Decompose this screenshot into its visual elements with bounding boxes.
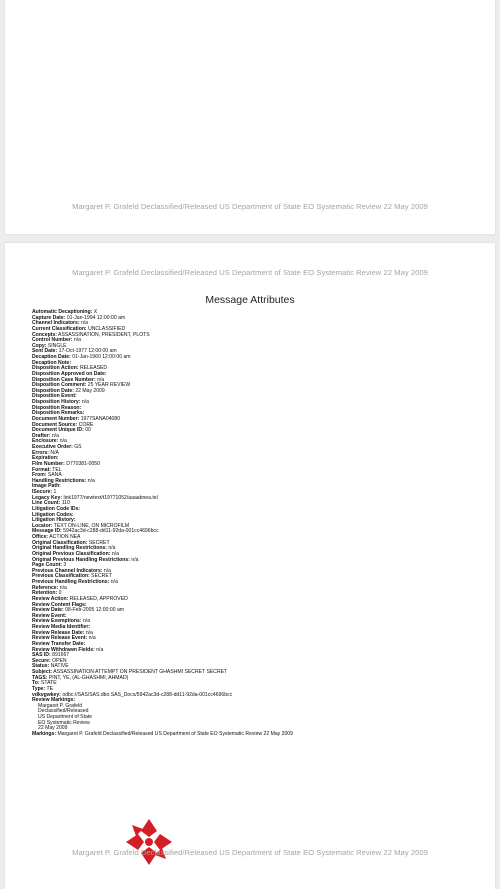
attribute-value: ACTION NEA [49, 534, 81, 540]
attribute-value: 891667 [52, 652, 70, 659]
attribute-value: n/a [51, 432, 59, 439]
attribute-label: Document Number: [32, 415, 80, 422]
attribute-label: Decaption Date: [32, 354, 71, 360]
attribute-label: Format: [32, 466, 51, 473]
attribute-value: TEL [52, 466, 62, 473]
declassification-stamp-header: Margaret P. Grafeld Declassified/Released US Department of State EO Systematic Review 22 May 2009 [72, 268, 428, 277]
state-department-seal-icon [123, 816, 175, 868]
attribute-label: Errors: [32, 449, 49, 456]
attribute-label: Locator: [32, 522, 53, 529]
attribute-label: Review Transfer Date: [32, 640, 86, 647]
attribute-value: ASSASSINATION, PRESIDENT, PLOTS [58, 331, 150, 338]
attribute-label: Secure: [32, 657, 51, 664]
markings-label: Markings: [32, 730, 57, 737]
attribute-label: Review Release Date: [32, 629, 85, 636]
attribute-value: n/a [80, 320, 89, 327]
attribute-value: 08-Feb-2005 12:00:00 am [65, 607, 125, 614]
attribute-value: TE [46, 685, 54, 692]
attribute-label: Channel Indicators: [32, 320, 80, 327]
attribute-value: n/a [59, 438, 67, 445]
attribute-value: UNCLASSIFIED [88, 325, 126, 332]
attribute-value: CORE [78, 421, 94, 428]
attribute-label: Disposition Case Number: [32, 376, 96, 383]
attribute-value: n/a [85, 629, 93, 636]
attribute-value: link1977/newtext/t19771052/aaaabnea.tel [63, 494, 158, 501]
attribute-label: Legacy Key: [32, 494, 63, 501]
attribute-value: n/a [81, 399, 89, 405]
attribute-label: Automatic Decaptioning: [32, 309, 93, 315]
review-marking-line: US Department of State [38, 714, 93, 720]
attribute-value: n/a [87, 477, 95, 484]
attribute-label: Review Action: [32, 595, 69, 602]
attribute-label: Review Withdrawn Fields: [32, 646, 95, 653]
attribute-label: Disposition Event: [32, 393, 77, 400]
attribute-label: SAS ID: [32, 652, 51, 659]
attribute-value: 1 [53, 489, 57, 495]
attribute-value: odbc://SAS/SAS.dbo.SAS_Docs/5942ac3d-c288-dd11-92da-001cc4696bcc [62, 691, 233, 698]
attribute-label: Disposition Action: [32, 365, 79, 372]
markings-row [32, 732, 475, 738]
attribute-label: Original Handling Restrictions: [32, 545, 107, 552]
attribute-value: n/a [82, 618, 91, 625]
attribute-label: Previous Handling Restrictions: [32, 579, 110, 585]
attribute-label: To: [32, 680, 40, 687]
attribute-value: X [93, 309, 98, 315]
review-marking-line: 22 May 2009 [38, 725, 68, 732]
attribute-value: 110 [61, 500, 70, 507]
attribute-value: RELEASED [79, 365, 108, 372]
attribute-label: Capture Date: [32, 314, 66, 321]
attribute-label: Disposition Remarks: [32, 410, 85, 417]
attribute-value: OPEN [52, 657, 67, 664]
attribute-label: vdkvgwkey: [32, 691, 61, 698]
attribute-value: n/a [88, 635, 96, 642]
attribute-label: Disposition Date: [32, 387, 74, 394]
attribute-value: n/a [111, 550, 119, 557]
attribute-label: Document Unique ID: [32, 427, 84, 434]
attribute-label: Page Count: [32, 562, 62, 569]
attribute-value: n/a [108, 545, 116, 552]
attribute-label: Office: [32, 534, 49, 540]
attribute-value: 25 YEAR REVIEW [87, 382, 131, 389]
attribute-label: Film Number: [32, 460, 65, 467]
attribute-value: 3 [63, 562, 67, 569]
attribute-label: Reference: [32, 584, 59, 591]
attribute-label: Disposition Reason: [32, 404, 82, 411]
attribute-value: 17-Oct-1977 12:00:00 am [58, 348, 117, 355]
attribute-label: Drafter: [32, 432, 51, 439]
attribute-label: Subject: [32, 669, 53, 675]
attribute-label: Enclosure: [32, 438, 59, 445]
attribute-value: SANA [47, 472, 62, 479]
attribute-value: n/a [96, 646, 104, 653]
attribute-label: Review Content Flags: [32, 601, 87, 608]
attribute-label: TAGS: [32, 674, 48, 681]
review-marking-line: Declassified/Released [38, 708, 89, 715]
attribute-value: 00 [85, 427, 91, 434]
attribute-value: ASSASSINATION ATTEMPT ON PRESIDENT GHASHMI SECRET SECRET [53, 669, 228, 675]
attribute-label: Original Previous Classification: [32, 550, 111, 557]
attribute-label: Original Previous Handling Restrictions: [32, 556, 130, 563]
attribute-label: Concepts: [32, 331, 57, 338]
attribute-label: ISecure: [32, 489, 53, 495]
attribute-label: Image Path: [32, 483, 61, 490]
declassification-stamp: Margaret P. Grafeld Declassified/Released US Department of State EO Systematic Review 22 May 2009 [72, 202, 428, 211]
attribute-label: Litigation History: [32, 517, 76, 524]
declassification-stamp-footer: Margaret P. Grafeld Declassified/Released US Department of State EO Systematic Review 22 May 2009 [72, 848, 428, 857]
attribute-value: 1977SANA04080 [80, 415, 121, 422]
attribute-label: Executive Order: [32, 444, 73, 450]
attribute-label: Line Count: [32, 500, 61, 507]
attribute-label: Handling Restrictions: [32, 477, 87, 484]
attribute-label: Disposition History: [32, 399, 81, 405]
document-page-1 [5, 0, 495, 234]
attribute-label: Previous Classification: [32, 573, 90, 580]
attribute-label: Review Markings: [32, 697, 76, 704]
attribute-label: Original Classification: [32, 539, 88, 546]
attribute-value: n/a [103, 567, 111, 574]
attribute-value: 01-Jan-1994 12:00:00 am [66, 314, 126, 321]
attribute-value: GS [74, 444, 82, 450]
message-attributes-list [32, 310, 475, 738]
attribute-label: Retention: [32, 590, 58, 597]
attribute-value: SECRET [88, 539, 110, 546]
attribute-label: Status: [32, 663, 50, 670]
attribute-value: SINGLE [47, 342, 67, 349]
attribute-label: Decaption Note: [32, 359, 72, 366]
attribute-label: Review Media Identifier: [32, 624, 91, 630]
attribute-value: 0 [58, 590, 62, 597]
attribute-label: Review Exemptions: [32, 618, 82, 625]
attribute-value: D770381-0050 [66, 460, 100, 467]
attribute-label: Control Number: [32, 337, 73, 344]
attribute-label: Previous Channel Indicators: [32, 567, 103, 574]
review-marking-line: EO Systematic Review [38, 719, 90, 726]
attribute-value: n/a [73, 337, 81, 344]
attribute-value: n/a [97, 376, 105, 383]
attribute-value: N/A [50, 449, 59, 456]
attribute-label: Document Source: [32, 421, 78, 428]
page-title: Message Attributes [205, 294, 295, 306]
attribute-label: Review Event: [32, 612, 67, 619]
attribute-label: Litigation Codes: [32, 511, 74, 518]
attribute-label: From: [32, 472, 47, 479]
attribute-value: n/a [131, 556, 139, 563]
attribute-label: Current Classification: [32, 325, 87, 332]
review-marking-line: Margaret P. Grafeld [38, 702, 83, 709]
markings-value: Margaret P. Grafeld Declassified/Released US Department of State EO Systematic Review 22 May 2009 [57, 730, 293, 737]
attribute-label: Expiration: [32, 455, 59, 462]
attribute-label: Disposition Approved on Date: [32, 370, 107, 377]
attribute-value: SECRET [91, 573, 112, 580]
document-page-2 [5, 243, 495, 889]
attribute-value: RELEASED, APPROVED [69, 595, 128, 602]
attribute-value: 5942ac3d-c288-dd11-92da-001cc4696bcc [63, 528, 159, 535]
attribute-label: Sent Date: [32, 348, 58, 355]
attribute-label: Disposition Comment: [32, 382, 87, 389]
attribute-value: STATE [40, 680, 57, 687]
attribute-label: Review Release Event: [32, 635, 88, 642]
attribute-label: Type: [32, 685, 46, 692]
attribute-label: Review Date: [32, 607, 64, 614]
attribute-value: 01-Jan-1960 12:00:00 am [72, 354, 131, 360]
attribute-value: 22 May 2009 [75, 387, 105, 394]
attribute-value: n/a [110, 579, 118, 585]
attribute-label: Copy: [32, 342, 47, 349]
attribute-value: n/a [59, 584, 67, 591]
attribute-label: Message ID: [32, 528, 62, 535]
attribute-value: TEXT ON-LINE, ON MICROFILM [53, 522, 130, 529]
attribute-label: Litigation Code IDs: [32, 505, 81, 512]
attribute-value: PINT, YE, (AL-GHASHMI, AHMAD) [48, 674, 129, 681]
attribute-value: NATIVE [50, 663, 69, 670]
